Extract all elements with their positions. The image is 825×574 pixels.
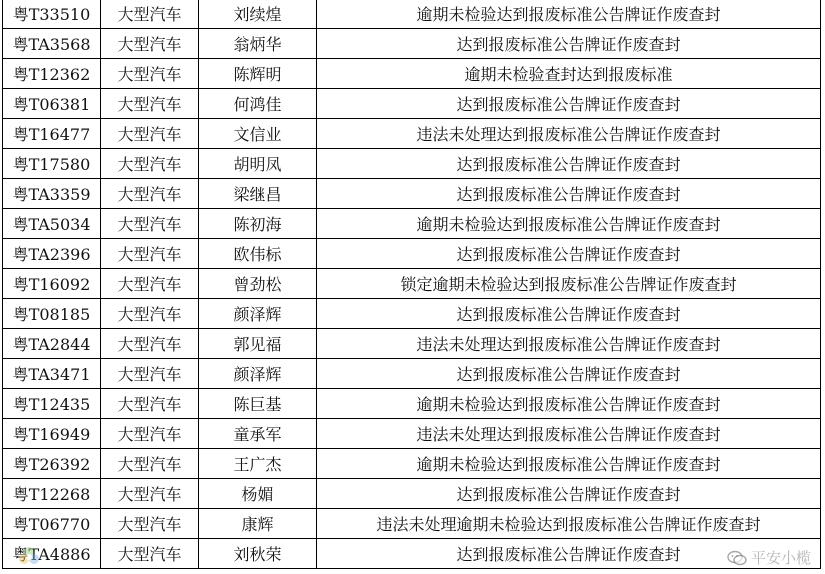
vehicle-type-cell: 大型汽车: [101, 389, 199, 419]
status-cell: 违法未处理达到报废标准公告牌证作废查封: [317, 119, 821, 149]
table-row: [3, 209, 821, 239]
plate-cell: 粤T17580: [3, 149, 101, 179]
owner-cell: 王广杰: [199, 449, 317, 479]
table-row: [3, 29, 821, 59]
table-row: [3, 539, 821, 569]
plate-cell: 粤T06770: [3, 509, 101, 539]
table-row: [3, 89, 821, 119]
plate-cell: 粤TA5034: [3, 209, 101, 239]
vehicle-type-cell: 大型汽车: [101, 449, 199, 479]
table-row: [3, 119, 821, 149]
table-row: [3, 449, 821, 479]
owner-cell: 陈巨基: [199, 389, 317, 419]
status-cell: 达到报废标准公告牌证作废查封: [317, 479, 821, 509]
vehicle-type-cell: 大型汽车: [101, 269, 199, 299]
status-cell: 达到报废标准公告牌证作废查封: [317, 89, 821, 119]
vehicle-type-cell: 大型汽车: [101, 419, 199, 449]
vehicle-type-cell: 大型汽车: [101, 239, 199, 269]
owner-cell: 翁炳华: [199, 29, 317, 59]
vehicle-type-cell: 大型汽车: [101, 299, 199, 329]
owner-cell: 刘续煌: [199, 0, 317, 29]
plate-cell: 粤T16477: [3, 119, 101, 149]
plate-cell: 粤T16092: [3, 269, 101, 299]
status-cell: 逾期未检验达到报废标准公告牌证作废查封: [317, 0, 821, 29]
vehicle-type-cell: 大型汽车: [101, 29, 199, 59]
vehicle-type-cell: 大型汽车: [101, 89, 199, 119]
status-cell: 达到报废标准公告牌证作废查封: [317, 179, 821, 209]
table-row: [3, 479, 821, 509]
owner-cell: 何鸿佳: [199, 89, 317, 119]
vehicle-type-cell: 大型汽车: [101, 329, 199, 359]
table-row: [3, 269, 821, 299]
status-cell: 达到报废标准公告牌证作废查封: [317, 539, 821, 569]
plate-cell: 粤T12268: [3, 479, 101, 509]
status-cell: 达到报废标准公告牌证作废查封: [317, 29, 821, 59]
watermark-text: 平安小榄: [750, 549, 811, 567]
owner-cell: 杨媚: [199, 479, 317, 509]
status-cell: 达到报废标准公告牌证作废查封: [317, 239, 821, 269]
table-row: [3, 419, 821, 449]
plate-cell: 粤TA2844: [3, 329, 101, 359]
owner-cell: 文信业: [199, 119, 317, 149]
owner-cell: 曾劲松: [199, 269, 317, 299]
vehicle-type-cell: 大型汽车: [101, 0, 199, 29]
owner-cell: 刘秋荣: [199, 539, 317, 569]
status-cell: 违法未处理达到报废标准公告牌证作废查封: [317, 329, 821, 359]
vehicle-type-cell: 大型汽车: [101, 179, 199, 209]
status-cell: 违法未处理逾期未检验达到报废标准公告牌证作废查封: [317, 509, 821, 539]
table-row: [3, 179, 821, 209]
status-cell: 达到报废标准公告牌证作废查封: [317, 299, 821, 329]
owner-cell: 颜泽辉: [199, 299, 317, 329]
vehicle-type-cell: 大型汽车: [101, 509, 199, 539]
table-row: [3, 329, 821, 359]
vehicle-type-cell: 大型汽车: [101, 479, 199, 509]
owner-cell: 胡明凤: [199, 149, 317, 179]
owner-cell: 陈辉明: [199, 59, 317, 89]
owner-cell: 康辉: [199, 509, 317, 539]
owner-cell: 陈初海: [199, 209, 317, 239]
owner-cell: 欧伟标: [199, 239, 317, 269]
vehicle-table: [2, 0, 821, 569]
plate-cell: 粤TA3359: [3, 179, 101, 209]
plate-cell: 粤T08185: [3, 299, 101, 329]
plate-cell: 粤TA3568: [3, 29, 101, 59]
table-row: [3, 299, 821, 329]
table-row: [3, 149, 821, 179]
plate-cell: 粤T12362: [3, 59, 101, 89]
vehicle-table-body: [3, 0, 821, 569]
plate-cell: 粤T06381: [3, 89, 101, 119]
owner-cell: 郭见福: [199, 329, 317, 359]
status-cell: 违法未处理达到报废标准公告牌证作废查封: [317, 419, 821, 449]
plate-cell: 粤TA3471: [3, 359, 101, 389]
table-row: [3, 239, 821, 269]
status-cell: 达到报废标准公告牌证作废查封: [317, 359, 821, 389]
plate-cell: 粤T26392: [3, 449, 101, 479]
owner-cell: 颜泽辉: [199, 359, 317, 389]
status-cell: 达到报废标准公告牌证作废查封: [317, 149, 821, 179]
status-cell: 逾期未检验达到报废标准公告牌证作废查封: [317, 389, 821, 419]
table-row: [3, 59, 821, 89]
status-cell: 锁定逾期未检验达到报废标准公告牌证作废查封: [317, 269, 821, 299]
status-cell: 逾期未检验达到报废标准公告牌证作废查封: [317, 209, 821, 239]
vehicle-type-cell: 大型汽车: [101, 539, 199, 569]
table-row: [3, 359, 821, 389]
vehicle-type-cell: 大型汽车: [101, 59, 199, 89]
status-cell: 逾期未检验查封达到报废标准: [317, 59, 821, 89]
plate-cell: 粤T16949: [3, 419, 101, 449]
plate-cell: 粤TA4886: [3, 539, 101, 569]
plate-cell: 粤T12435: [3, 389, 101, 419]
owner-cell: 童承军: [199, 419, 317, 449]
plate-cell: 粤TA2396: [3, 239, 101, 269]
plate-cell: 粤T33510: [3, 0, 101, 29]
table-row: [3, 389, 821, 419]
status-cell: 逾期未检验达到报废标准公告牌证作废查封: [317, 449, 821, 479]
vehicle-type-cell: 大型汽车: [101, 149, 199, 179]
vehicle-type-cell: 大型汽车: [101, 209, 199, 239]
vehicle-type-cell: 大型汽车: [101, 359, 199, 389]
vehicle-type-cell: 大型汽车: [101, 119, 199, 149]
owner-cell: 梁继昌: [199, 179, 317, 209]
table-row: [3, 509, 821, 539]
table-row: [3, 0, 821, 29]
